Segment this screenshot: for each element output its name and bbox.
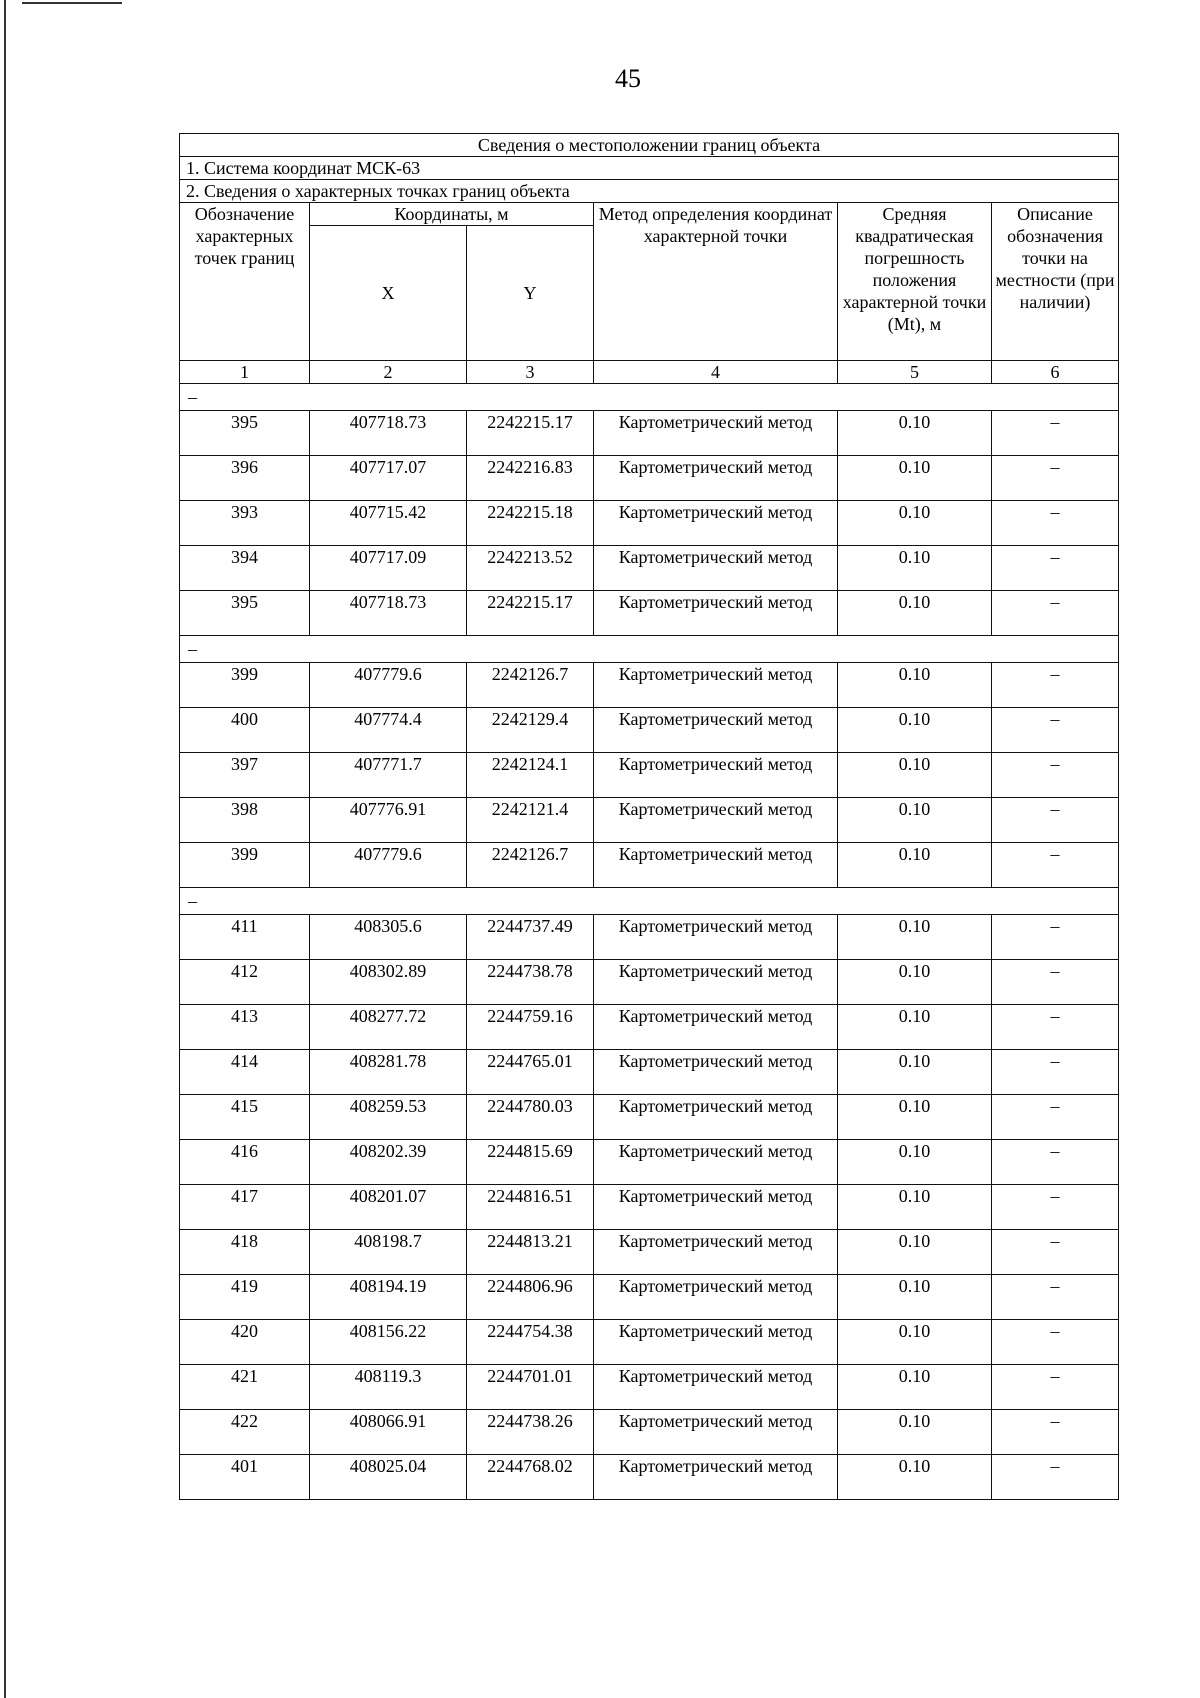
point-id-cell: 411 (180, 915, 310, 960)
scan-top-edge (22, 2, 122, 4)
point-id-cell: 414 (180, 1050, 310, 1095)
error-cell: 0.10 (838, 663, 992, 708)
point-id-cell: 395 (180, 591, 310, 636)
description-cell: – (992, 591, 1119, 636)
header-y: Y (467, 226, 594, 361)
y-coordinate-cell: 2242216.83 (467, 456, 594, 501)
column-number-row (180, 361, 1119, 384)
method-cell: Картометрический метод (594, 1050, 838, 1095)
contour-separator-row (180, 888, 1119, 915)
point-id-cell: 420 (180, 1320, 310, 1365)
x-coordinate-cell: 407718.73 (310, 411, 467, 456)
method-cell: Картометрический метод (594, 1410, 838, 1455)
error-cell: 0.10 (838, 456, 992, 501)
description-cell: – (992, 456, 1119, 501)
coordinates-table (179, 133, 1119, 1500)
y-coordinate-cell: 2242126.7 (467, 843, 594, 888)
method-cell: Картометрический метод (594, 501, 838, 546)
method-cell: Картометрический метод (594, 1275, 838, 1320)
y-coordinate-cell: 2244754.38 (467, 1320, 594, 1365)
table-row (180, 1005, 1119, 1050)
error-cell: 0.10 (838, 708, 992, 753)
x-coordinate-cell: 408302.89 (310, 960, 467, 1005)
header-coordinates: Координаты, м (310, 203, 594, 226)
x-coordinate-cell: 408202.39 (310, 1140, 467, 1185)
method-cell: Картометрический метод (594, 591, 838, 636)
method-cell: Картометрический метод (594, 915, 838, 960)
description-cell: – (992, 1230, 1119, 1275)
table-title: Сведения о местоположении границ объекта (180, 134, 1119, 157)
y-coordinate-cell: 2242215.17 (467, 411, 594, 456)
table-row (180, 456, 1119, 501)
header-x: X (310, 226, 467, 361)
y-coordinate-cell: 2244806.96 (467, 1275, 594, 1320)
header-description: Описание обозначения точки на местности (при наличии) (992, 203, 1119, 361)
y-coordinate-cell: 2242124.1 (467, 753, 594, 798)
contour-separator-row (180, 636, 1119, 663)
error-cell: 0.10 (838, 960, 992, 1005)
y-coordinate-cell: 2244815.69 (467, 1140, 594, 1185)
y-coordinate-cell: 2242215.18 (467, 501, 594, 546)
table-row (180, 411, 1119, 456)
point-id-cell: 401 (180, 1455, 310, 1500)
point-id-cell: 415 (180, 1095, 310, 1140)
table-row (180, 753, 1119, 798)
error-cell: 0.10 (838, 915, 992, 960)
error-cell: 0.10 (838, 1275, 992, 1320)
y-coordinate-cell: 2244738.78 (467, 960, 594, 1005)
point-id-cell: 412 (180, 960, 310, 1005)
y-coordinate-cell: 2244813.21 (467, 1230, 594, 1275)
description-cell: – (992, 1005, 1119, 1050)
y-coordinate-cell: 2242215.17 (467, 591, 594, 636)
method-cell: Картометрический метод (594, 1140, 838, 1185)
y-coordinate-cell: 2244768.02 (467, 1455, 594, 1500)
error-cell: 0.10 (838, 798, 992, 843)
x-coordinate-cell: 407776.91 (310, 798, 467, 843)
error-cell: 0.10 (838, 1455, 992, 1500)
x-coordinate-cell: 407717.07 (310, 456, 467, 501)
point-id-cell: 394 (180, 546, 310, 591)
error-cell: 0.10 (838, 1320, 992, 1365)
y-coordinate-cell: 2242213.52 (467, 546, 594, 591)
method-cell: Картометрический метод (594, 663, 838, 708)
description-cell: – (992, 1095, 1119, 1140)
column-number: 6 (992, 361, 1119, 384)
scan-left-edge (4, 0, 6, 1698)
x-coordinate-cell: 407779.6 (310, 663, 467, 708)
table-row (180, 915, 1119, 960)
table-row (180, 663, 1119, 708)
method-cell: Картометрический метод (594, 456, 838, 501)
point-id-cell: 419 (180, 1275, 310, 1320)
table-row (180, 1410, 1119, 1455)
description-cell: – (992, 960, 1119, 1005)
x-coordinate-cell: 408277.72 (310, 1005, 467, 1050)
table-row (180, 1185, 1119, 1230)
x-coordinate-cell: 407779.6 (310, 843, 467, 888)
column-number: 1 (180, 361, 310, 384)
description-cell: – (992, 1140, 1119, 1185)
method-cell: Картометрический метод (594, 411, 838, 456)
description-cell: – (992, 501, 1119, 546)
table-row (180, 843, 1119, 888)
x-coordinate-cell: 408201.07 (310, 1185, 467, 1230)
description-cell: – (992, 1365, 1119, 1410)
coordinate-system-line: 1. Система координат МСК-63 (180, 157, 1119, 180)
description-cell: – (992, 708, 1119, 753)
table-row (180, 960, 1119, 1005)
point-id-cell: 395 (180, 411, 310, 456)
x-coordinate-cell: 407771.7 (310, 753, 467, 798)
point-id-cell: 418 (180, 1230, 310, 1275)
point-id-cell: 397 (180, 753, 310, 798)
y-coordinate-cell: 2244765.01 (467, 1050, 594, 1095)
error-cell: 0.10 (838, 1140, 992, 1185)
method-cell: Картометрический метод (594, 1455, 838, 1500)
x-coordinate-cell: 408259.53 (310, 1095, 467, 1140)
y-coordinate-cell: 2244737.49 (467, 915, 594, 960)
description-cell: – (992, 753, 1119, 798)
x-coordinate-cell: 407715.42 (310, 501, 467, 546)
method-cell: Картометрический метод (594, 843, 838, 888)
y-coordinate-cell: 2244759.16 (467, 1005, 594, 1050)
method-cell: Картометрический метод (594, 798, 838, 843)
contour-marker: – (180, 888, 1119, 915)
y-coordinate-cell: 2244816.51 (467, 1185, 594, 1230)
method-cell: Картометрический метод (594, 708, 838, 753)
table-row (180, 1320, 1119, 1365)
table-row (180, 1050, 1119, 1095)
table-body (180, 384, 1119, 1500)
method-cell: Картометрический метод (594, 1185, 838, 1230)
error-cell: 0.10 (838, 1095, 992, 1140)
description-cell: – (992, 663, 1119, 708)
description-cell: – (992, 798, 1119, 843)
point-id-cell: 393 (180, 501, 310, 546)
error-cell: 0.10 (838, 591, 992, 636)
x-coordinate-cell: 408281.78 (310, 1050, 467, 1095)
method-cell: Картометрический метод (594, 960, 838, 1005)
x-coordinate-cell: 408066.91 (310, 1410, 467, 1455)
table-row (180, 1095, 1119, 1140)
header-designation: Обозначение характерных точек границ (180, 203, 310, 361)
method-cell: Картометрический метод (594, 1230, 838, 1275)
description-cell: – (992, 1275, 1119, 1320)
point-id-cell: 400 (180, 708, 310, 753)
method-cell: Картометрический метод (594, 1365, 838, 1410)
point-id-cell: 399 (180, 663, 310, 708)
table-row (180, 1455, 1119, 1500)
description-cell: – (992, 411, 1119, 456)
y-coordinate-cell: 2242129.4 (467, 708, 594, 753)
point-id-cell: 417 (180, 1185, 310, 1230)
error-cell: 0.10 (838, 501, 992, 546)
table-row (180, 1140, 1119, 1185)
x-coordinate-cell: 407717.09 (310, 546, 467, 591)
description-cell: – (992, 1050, 1119, 1095)
column-number: 5 (838, 361, 992, 384)
description-cell: – (992, 1455, 1119, 1500)
column-number: 2 (310, 361, 467, 384)
y-coordinate-cell: 2244738.26 (467, 1410, 594, 1455)
contour-separator-row (180, 384, 1119, 411)
method-cell: Картометрический метод (594, 546, 838, 591)
x-coordinate-cell: 408156.22 (310, 1320, 467, 1365)
error-cell: 0.10 (838, 546, 992, 591)
y-coordinate-cell: 2242126.7 (467, 663, 594, 708)
description-cell: – (992, 546, 1119, 591)
error-cell: 0.10 (838, 753, 992, 798)
error-cell: 0.10 (838, 843, 992, 888)
error-cell: 0.10 (838, 1410, 992, 1455)
point-id-cell: 422 (180, 1410, 310, 1455)
description-cell: – (992, 843, 1119, 888)
table-row (180, 546, 1119, 591)
table-row (180, 591, 1119, 636)
point-id-cell: 421 (180, 1365, 310, 1410)
point-id-cell: 416 (180, 1140, 310, 1185)
table-row (180, 1365, 1119, 1410)
error-cell: 0.10 (838, 1050, 992, 1095)
error-cell: 0.10 (838, 1005, 992, 1050)
point-id-cell: 398 (180, 798, 310, 843)
table-row (180, 798, 1119, 843)
y-coordinate-cell: 2242121.4 (467, 798, 594, 843)
header-error: Средняя квадратическая погрешность положения характерной точки (Mt), м (838, 203, 992, 361)
points-info-line: 2. Сведения о характерных точках границ объекта (180, 180, 1119, 203)
x-coordinate-cell: 407774.4 (310, 708, 467, 753)
table-row (180, 1230, 1119, 1275)
point-id-cell: 396 (180, 456, 310, 501)
x-coordinate-cell: 408305.6 (310, 915, 467, 960)
y-coordinate-cell: 2244701.01 (467, 1365, 594, 1410)
contour-marker: – (180, 384, 1119, 411)
point-id-cell: 413 (180, 1005, 310, 1050)
point-id-cell: 399 (180, 843, 310, 888)
page-number: 45 (615, 64, 641, 93)
description-cell: – (992, 1410, 1119, 1455)
header-method: Метод определения координат характерной точки (594, 203, 838, 361)
error-cell: 0.10 (838, 1230, 992, 1275)
column-number: 3 (467, 361, 594, 384)
contour-marker: – (180, 636, 1119, 663)
x-coordinate-cell: 408025.04 (310, 1455, 467, 1500)
x-coordinate-cell: 407718.73 (310, 591, 467, 636)
description-cell: – (992, 1185, 1119, 1230)
x-coordinate-cell: 408198.7 (310, 1230, 467, 1275)
method-cell: Картометрический метод (594, 753, 838, 798)
error-cell: 0.10 (838, 411, 992, 456)
table-row (180, 708, 1119, 753)
description-cell: – (992, 1320, 1119, 1365)
description-cell: – (992, 915, 1119, 960)
error-cell: 0.10 (838, 1365, 992, 1410)
y-coordinate-cell: 2244780.03 (467, 1095, 594, 1140)
method-cell: Картометрический метод (594, 1005, 838, 1050)
x-coordinate-cell: 408119.3 (310, 1365, 467, 1410)
table-row (180, 1275, 1119, 1320)
error-cell: 0.10 (838, 1185, 992, 1230)
table-row (180, 501, 1119, 546)
x-coordinate-cell: 408194.19 (310, 1275, 467, 1320)
column-number: 4 (594, 361, 838, 384)
method-cell: Картометрический метод (594, 1095, 838, 1140)
method-cell: Картометрический метод (594, 1320, 838, 1365)
